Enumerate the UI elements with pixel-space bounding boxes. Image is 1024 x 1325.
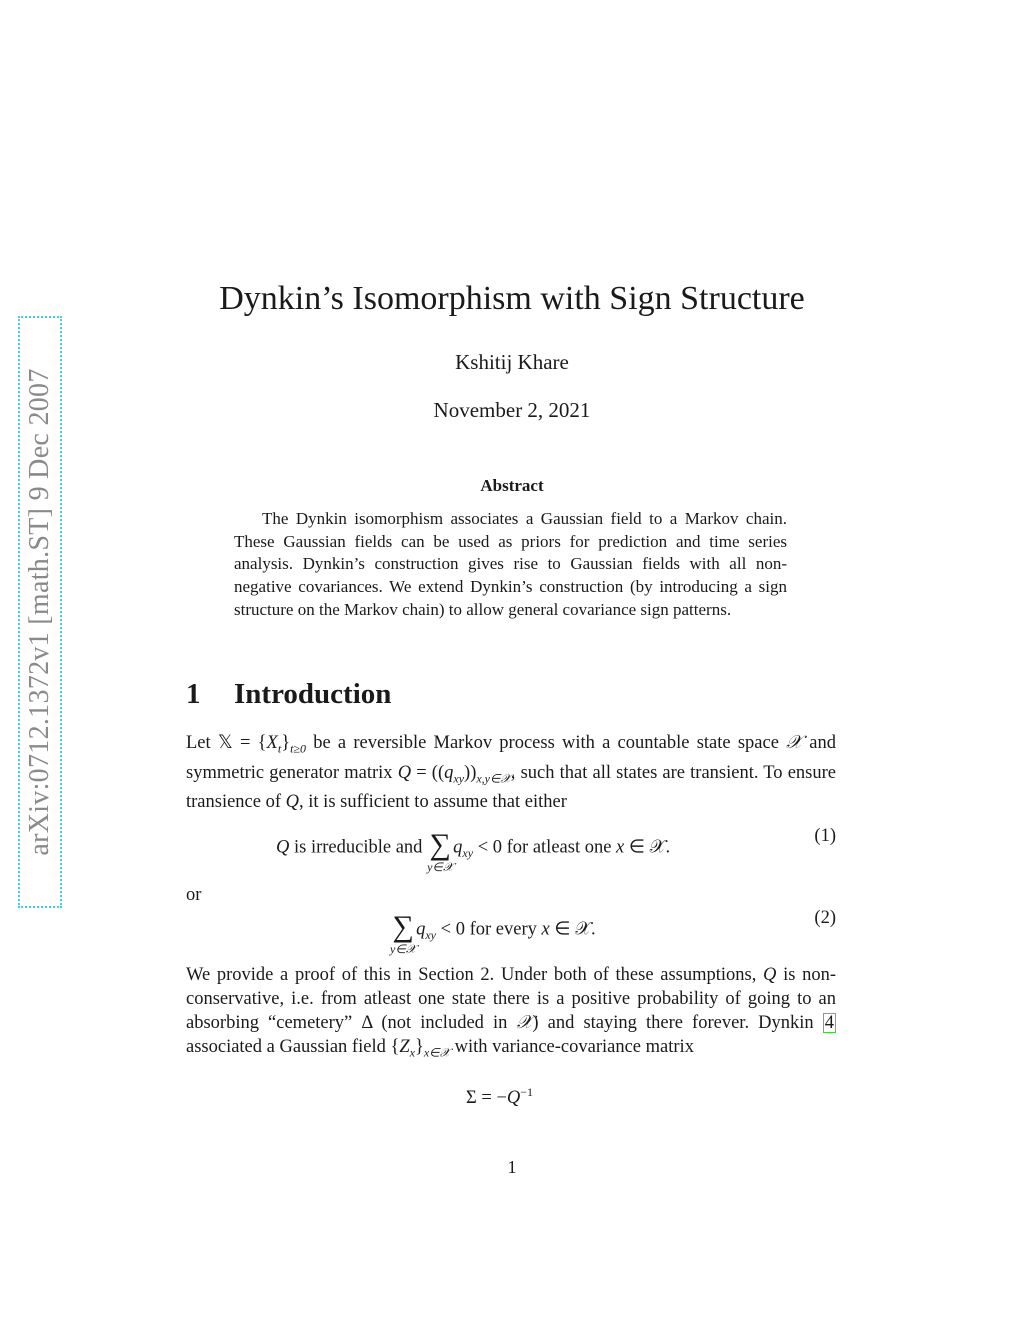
paragraph-intro: Let 𝕏 = $\{X_t\}_{t\ge 0}$ be a reversible Markov process with a countable state space 𝒳 and symmetric generator matrix $Q = ((q_{xy}))_{x,y\in 𝒳}$, such that all states are transient. To ensure transience of Q, it is sufficient to assume that either: [186, 733, 836, 813]
paper-date: November 2, 2021: [433, 398, 591, 422]
equation-2-number: (2): [814, 908, 836, 928]
abstract-heading: Abstract: [480, 476, 544, 495]
abstract-text: The Dynkin isomorphism associates a Gaussian field to a Markov chain. These Gaussian fields can be used as priors for prediction and time series analysis. Dynkin’s construction gives rise to Gaussian fields with all non-negative covariances. We extend Dynkin’s construction (by introducing a sign structure on the Markov chain) to allow general covariance sign patterns.: [234, 509, 787, 619]
equation-1-number: (1): [814, 826, 836, 846]
equation-3: $\Sigma = -Q^{-1}$: [466, 1085, 534, 1109]
section-heading: [186, 678, 391, 711]
arxiv-identifier[interactable]: arXiv:0712.1372v1 [math.ST] 9 Dec 2007: [24, 368, 55, 856]
citation-link[interactable]: 4: [824, 1013, 834, 1033]
or-word: or: [186, 885, 202, 905]
equation-1: Q is irreducible and ∑ y∈𝒳 $q_{xy} < 0$ for atleast one x ∈ 𝒳.: [276, 828, 671, 874]
page-number: 1: [507, 1157, 517, 1177]
equation-2: ∑ y∈𝒳 $q_{xy} < 0$ for every x ∈ 𝒳.: [390, 910, 596, 956]
paragraph-body: We provide a proof of this in Section 2. Under both of these assumptions, Q is non-conservative, i.e. from atleast one state there is a positive probability of going to an absorbing “cemetery” Δ (not included in 𝒳) and staying there forever. Dynkin 4 associated a Gaussian field $\{Z_x\}_{x\in 𝒳}$ with variance-covariance matrix: [186, 965, 837, 1060]
paper-title: Dynkin’s Isomorphism with Sign Structure: [219, 280, 805, 317]
section-number: 1: [186, 678, 201, 710]
section-title: Introduction: [234, 678, 392, 710]
author-name: Kshitij Khare: [455, 350, 569, 374]
